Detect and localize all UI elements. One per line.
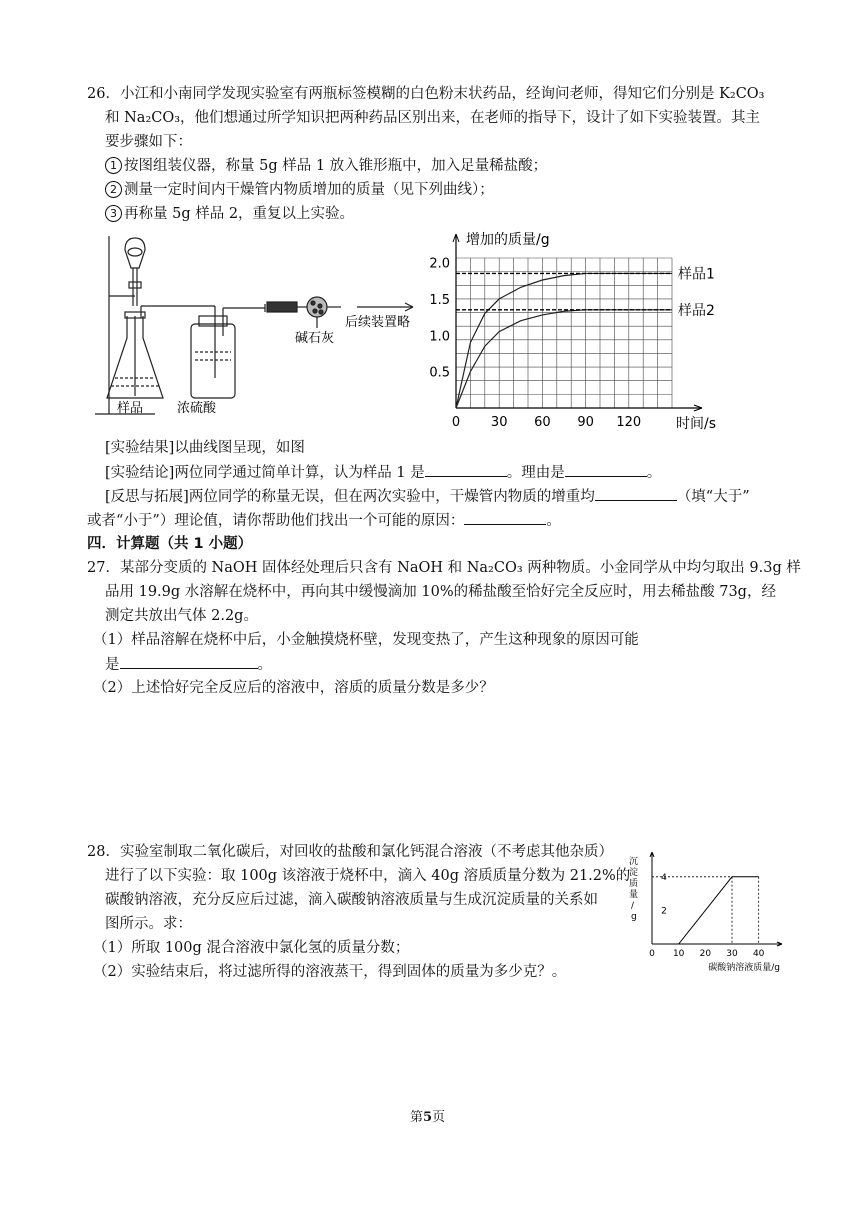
conclusion-text: [实验结论]两位同学通过简单计算，认为样品 1 是 xyxy=(105,465,425,481)
q26-result: [实验结果]以曲线图呈现，如图 xyxy=(105,440,305,456)
q26-line2: 和 Na₂CO₃，他们想通过所学知识把两种药品区别出来，在老师的指导下，设计了如下实验装置。其主 xyxy=(105,110,761,126)
q26-conclusion xyxy=(105,462,661,483)
step2-text: 测量一定时间内干燥管内物质增加的质量（见下列曲线）； xyxy=(124,182,494,198)
y-tick-label: 1.5 xyxy=(429,292,450,308)
q27-sub1: （1）样品溶解在烧杯中后，小金触摸烧杯壁，发现变热了，产生这种现象的原因可能 xyxy=(93,632,639,648)
conclusion-blank-1[interactable] xyxy=(425,462,507,477)
q28-line3: 碳酸钠溶液，充分反应后过滤，滴入碳酸钠溶液质量与生成沉淀质量的关系如 xyxy=(105,892,598,908)
y-tick-label: 0.5 xyxy=(429,365,450,381)
x-tick-label: 0 xyxy=(451,415,461,430)
page-num: 5 xyxy=(423,1110,433,1125)
step3-text: 再称量 5g 样品 2，重复以上实验。 xyxy=(124,206,355,222)
conclusion-period: 。 xyxy=(646,465,662,481)
precipitate-chart xyxy=(628,846,788,974)
x-tick-label: 60 xyxy=(534,415,551,430)
x-tick-label: 30 xyxy=(490,415,508,430)
y-tick-label: 4 xyxy=(661,872,667,883)
series-line xyxy=(456,273,672,408)
q26-line3: 要步骤如下： xyxy=(105,134,192,150)
q26-reflect xyxy=(105,486,750,507)
reflect-period: 。 xyxy=(546,513,561,529)
page-prefix: 第 xyxy=(410,1110,424,1125)
apparatus-diagram xyxy=(95,228,425,428)
q26-step3 xyxy=(105,204,354,224)
q28-sub1: （1）所取 100g 混合溶液中氯化氢的质量分数； xyxy=(93,940,410,956)
x-tick-label: 30 xyxy=(726,949,738,959)
conclusion-blank-2[interactable] xyxy=(565,462,647,477)
reflect-text: [反思与拓展]两位同学的称量无误，但在两次实验中，干燥管内物质的增重均 xyxy=(105,489,595,505)
label-sample: 样品 xyxy=(117,401,144,416)
q26-step1 xyxy=(105,156,547,176)
series-label: 样品2 xyxy=(678,302,715,319)
q28-line4: 图所示。求： xyxy=(105,916,192,932)
x-tick-label: 20 xyxy=(699,949,712,959)
q28-line2: 进行了以下实验：取 100g 该溶液于烧杯中，滴入 40g 溶质质量分数为 21.2%的 xyxy=(105,868,631,884)
reflect-blank-1[interactable] xyxy=(595,486,677,501)
x-axis-label: 碳酸钠溶液质量/g xyxy=(708,963,780,973)
step3-number: 3 xyxy=(105,205,122,222)
x-tick-label: 0 xyxy=(649,949,655,959)
q27-line3: 测定共放出气体 2.2g。 xyxy=(105,608,258,624)
q27-blank[interactable] xyxy=(120,654,258,669)
reflect-fill-hint: （填“大于” xyxy=(676,489,750,505)
q27-line2: 品用 19.9g 水溶解在烧杯中，再向其中缓慢滴加 10%的稀盐酸至恰好完全反应时，用去稀盐酸 73g，经 xyxy=(105,584,776,600)
sub1-period: 。 xyxy=(257,657,272,673)
step2-number: 2 xyxy=(105,181,122,198)
x-tick-label: 40 xyxy=(752,949,765,959)
reflect-text-2: 或者“小于”）理论值，请你帮助他们找出一个可能的原因： xyxy=(87,513,465,529)
reason-text: 。理由是 xyxy=(506,465,565,481)
sub1-is: 是 xyxy=(105,657,120,673)
y-axis-label: 沉淀质量/ g xyxy=(629,857,639,922)
precipitate-line xyxy=(652,877,759,944)
mass-increase-chart xyxy=(420,224,740,439)
series-line xyxy=(456,310,672,408)
x-axis-label: 时间/s xyxy=(676,416,717,432)
page-number xyxy=(410,1108,445,1128)
label-soda-lime: 碱石灰 xyxy=(295,331,335,346)
page-suffix: 页 xyxy=(432,1110,446,1125)
y-tick-label: 1.0 xyxy=(429,329,450,345)
y-tick-label: 2.0 xyxy=(429,256,450,272)
q26-step2 xyxy=(105,180,494,200)
label-following-apparatus: 后续装置略 xyxy=(345,315,411,330)
y-tick-label: 2 xyxy=(661,906,667,917)
q28-line1: 28．实验室制取二氧化碳后，对回收的盐酸和氯化钙混合溶液（不考虑其他杂质） xyxy=(87,844,613,860)
q27-line1: 27．某部分变质的 NaOH 固体经处理后只含有 NaOH 和 Na₂CO₃ 两种物质。小金同学从中均匀取出 9.3g 样 xyxy=(87,560,801,576)
x-tick-label: 120 xyxy=(616,415,642,430)
y-axis-label: 增加的质量/g xyxy=(466,232,550,248)
label-conc-acid: 浓硫酸 xyxy=(177,401,217,416)
reflect-blank-2[interactable] xyxy=(464,510,546,525)
step1-text: 按图组装仪器，称量 5g 样品 1 放入锥形瓶中，加入足量稀盐酸； xyxy=(124,158,548,174)
q26-reflect-2 xyxy=(87,510,561,531)
step1-number: 1 xyxy=(105,157,122,174)
q27-sub1-cont xyxy=(105,654,272,675)
q28-sub2: （2）实验结束后，将过滤所得的溶液蒸干，得到固体的质量为多少克？。 xyxy=(93,964,567,980)
x-tick-label: 10 xyxy=(672,949,685,959)
x-tick-label: 90 xyxy=(577,415,594,430)
series-label: 样品1 xyxy=(678,266,715,283)
q26-line1: 26．小江和小南同学发现实验室有两瓶标签模糊的白色粉末状药品，经询问老师，得知它们分别是 K₂CO₃ xyxy=(87,86,765,102)
q27-sub2: （2）上述恰好完全反应后的溶液中，溶质的质量分数是多少？ xyxy=(93,680,494,696)
section-heading: 四．计算题（共 1 小题） xyxy=(87,536,253,552)
